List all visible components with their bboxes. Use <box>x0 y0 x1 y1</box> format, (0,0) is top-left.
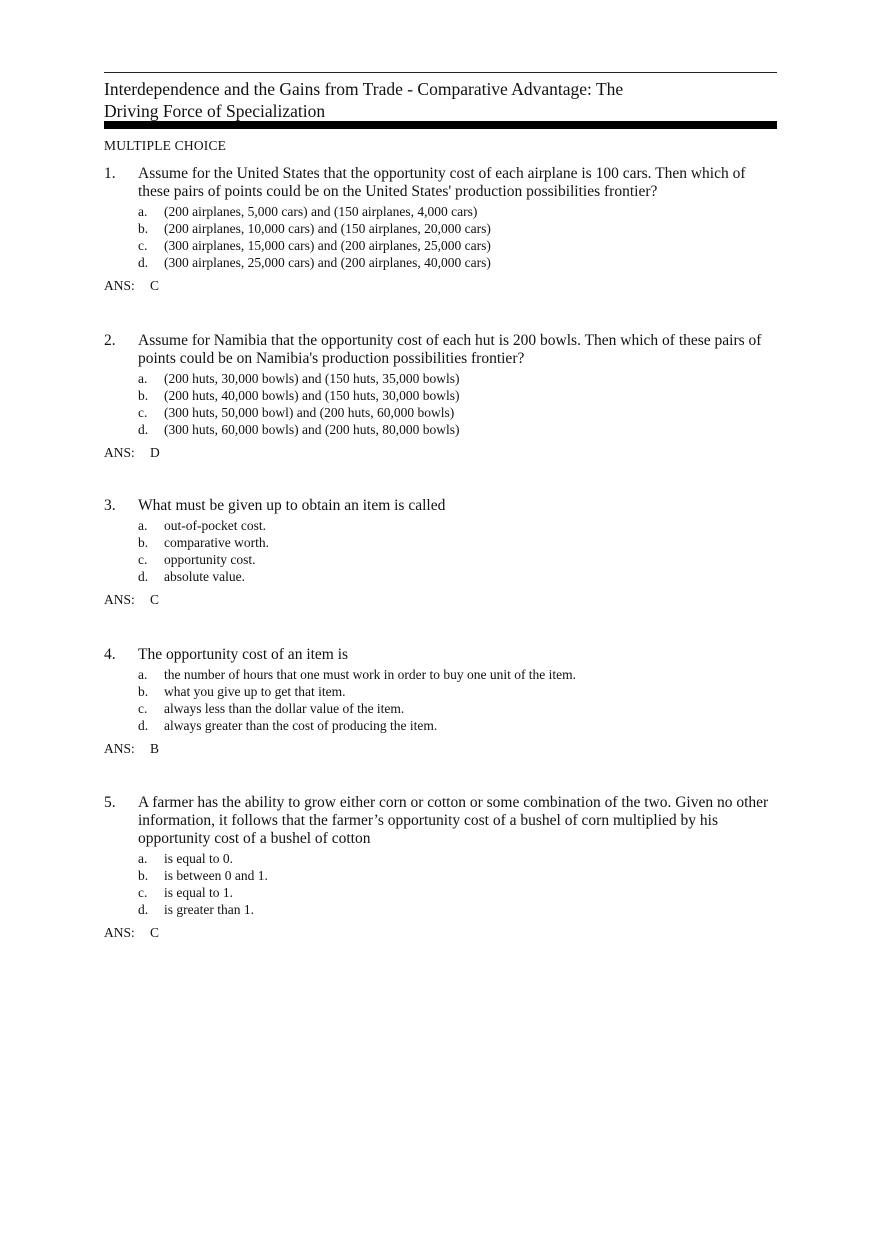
question-4 <box>104 646 777 757</box>
choice-text: out-of-pocket cost. <box>164 518 266 533</box>
question-2 <box>104 332 777 461</box>
choice-letter: b. <box>138 868 149 883</box>
choice-letter: c. <box>138 701 148 716</box>
choice-d <box>138 421 777 438</box>
choice-a <box>138 666 777 683</box>
answer-label: ANS: <box>104 445 135 460</box>
choice-c <box>138 237 777 254</box>
choice-text: is between 0 and 1. <box>164 868 268 883</box>
choice-d <box>138 717 777 734</box>
choice-list <box>138 203 777 271</box>
question-stem <box>104 497 777 515</box>
choice-b <box>138 867 777 884</box>
choice-text: (200 huts, 40,000 bowls) and (150 huts, 30,000 bowls) <box>164 388 460 403</box>
choice-text: (200 airplanes, 5,000 cars) and (150 airplanes, 4,000 cars) <box>164 204 478 219</box>
choice-letter: b. <box>138 535 149 550</box>
choice-letter: a. <box>138 371 148 386</box>
question-number: 4. <box>104 646 116 663</box>
choice-b <box>138 387 777 404</box>
choice-a <box>138 850 777 867</box>
question-text: A farmer has the ability to grow either corn or cotton or some combination of the two. Given no other information, it follows that the farmer’s opportunity cost of a bushel of corn multiplied by his opportunity cost of a bushel of cotton <box>138 794 769 847</box>
question-text: Assume for Namibia that the opportunity cost of each hut is 200 bowls. Then which of these pairs of points could be on Namibia's production possibilities frontier? <box>138 332 762 367</box>
top-rule <box>104 72 777 73</box>
choice-b <box>138 220 777 237</box>
choice-text: always greater than the cost of producing the item. <box>164 718 438 733</box>
choice-text: (300 huts, 50,000 bowl) and (200 huts, 60,000 bowls) <box>164 405 455 420</box>
choice-text: comparative worth. <box>164 535 269 550</box>
answer-label: ANS: <box>104 925 135 940</box>
section-label: MULTIPLE CHOICE <box>104 138 227 153</box>
choice-text: (300 huts, 60,000 bowls) and (200 huts, 80,000 bowls) <box>164 422 460 437</box>
choice-c <box>138 551 777 568</box>
choice-list <box>138 666 777 734</box>
choice-text: (300 airplanes, 25,000 cars) and (200 airplanes, 40,000 cars) <box>164 255 491 270</box>
question-number: 2. <box>104 332 116 349</box>
title-line-1: Interdependence and the Gains from Trade - Comparative Advantage: The <box>104 79 624 99</box>
choice-letter: a. <box>138 204 148 219</box>
question-stem <box>104 332 777 368</box>
question-number: 5. <box>104 794 116 811</box>
choice-letter: d. <box>138 255 149 270</box>
choice-b <box>138 683 777 700</box>
choice-letter: b. <box>138 684 149 699</box>
answer-value: B <box>150 741 160 756</box>
answer-line <box>104 591 777 608</box>
choice-letter: c. <box>138 885 148 900</box>
question-number: 1. <box>104 165 116 182</box>
choice-b <box>138 534 777 551</box>
question-stem <box>104 165 777 201</box>
choice-letter: b. <box>138 388 149 403</box>
choice-list <box>138 517 777 585</box>
choice-letter: c. <box>138 238 148 253</box>
answer-label: ANS: <box>104 278 135 293</box>
answer-value: C <box>150 278 160 293</box>
answer-label: ANS: <box>104 741 135 756</box>
title-underline-bar <box>104 121 777 129</box>
choice-letter: b. <box>138 221 149 236</box>
choice-list <box>138 850 777 918</box>
question-text: Assume for the United States that the opportunity cost of each airplane is 100 cars. Then which of these pairs of points could be on the United States' production possibilities frontier? <box>138 165 746 200</box>
choice-text: (300 airplanes, 15,000 cars) and (200 airplanes, 25,000 cars) <box>164 238 491 253</box>
choice-list <box>138 370 777 438</box>
choice-d <box>138 901 777 918</box>
choice-letter: a. <box>138 851 148 866</box>
choice-letter: d. <box>138 902 149 917</box>
answer-line <box>104 444 777 461</box>
choice-letter: a. <box>138 667 148 682</box>
choice-text: opportunity cost. <box>164 552 256 567</box>
choice-text: is equal to 0. <box>164 851 233 866</box>
question-text: The opportunity cost of an item is <box>138 646 349 663</box>
choice-text: what you give up to get that item. <box>164 684 346 699</box>
title-line-2: Driving Force of Specialization <box>104 101 326 121</box>
choice-d <box>138 254 777 271</box>
answer-value: D <box>150 445 160 460</box>
question-1 <box>104 165 777 294</box>
choice-d <box>138 568 777 585</box>
choice-a <box>138 370 777 387</box>
choice-c <box>138 404 777 421</box>
question-3 <box>104 497 777 608</box>
choice-letter: d. <box>138 422 149 437</box>
choice-letter: c. <box>138 405 148 420</box>
choice-letter: c. <box>138 552 148 567</box>
choice-text: is greater than 1. <box>164 902 254 917</box>
choice-a <box>138 203 777 220</box>
choice-a <box>138 517 777 534</box>
choice-text: is equal to 1. <box>164 885 233 900</box>
choice-letter: d. <box>138 569 149 584</box>
question-text: What must be given up to obtain an item is called <box>138 497 446 514</box>
choice-text: (200 huts, 30,000 bowls) and (150 huts, 35,000 bowls) <box>164 371 460 386</box>
answer-line <box>104 277 777 294</box>
question-stem <box>104 646 777 664</box>
answer-label: ANS: <box>104 592 135 607</box>
answer-value: C <box>150 592 160 607</box>
answer-value: C <box>150 925 160 940</box>
choice-text: (200 airplanes, 10,000 cars) and (150 airplanes, 20,000 cars) <box>164 221 491 236</box>
choice-text: absolute value. <box>164 569 245 584</box>
question-5 <box>104 794 777 941</box>
question-number: 3. <box>104 497 116 514</box>
document-title <box>104 78 777 122</box>
choice-letter: a. <box>138 518 148 533</box>
choice-c <box>138 884 777 901</box>
answer-line <box>104 740 777 757</box>
choice-letter: d. <box>138 718 149 733</box>
choice-text: the number of hours that one must work in order to buy one unit of the item. <box>164 667 577 682</box>
answer-line <box>104 924 777 941</box>
choice-c <box>138 700 777 717</box>
question-stem <box>104 794 777 848</box>
choice-text: always less than the dollar value of the item. <box>164 701 405 716</box>
